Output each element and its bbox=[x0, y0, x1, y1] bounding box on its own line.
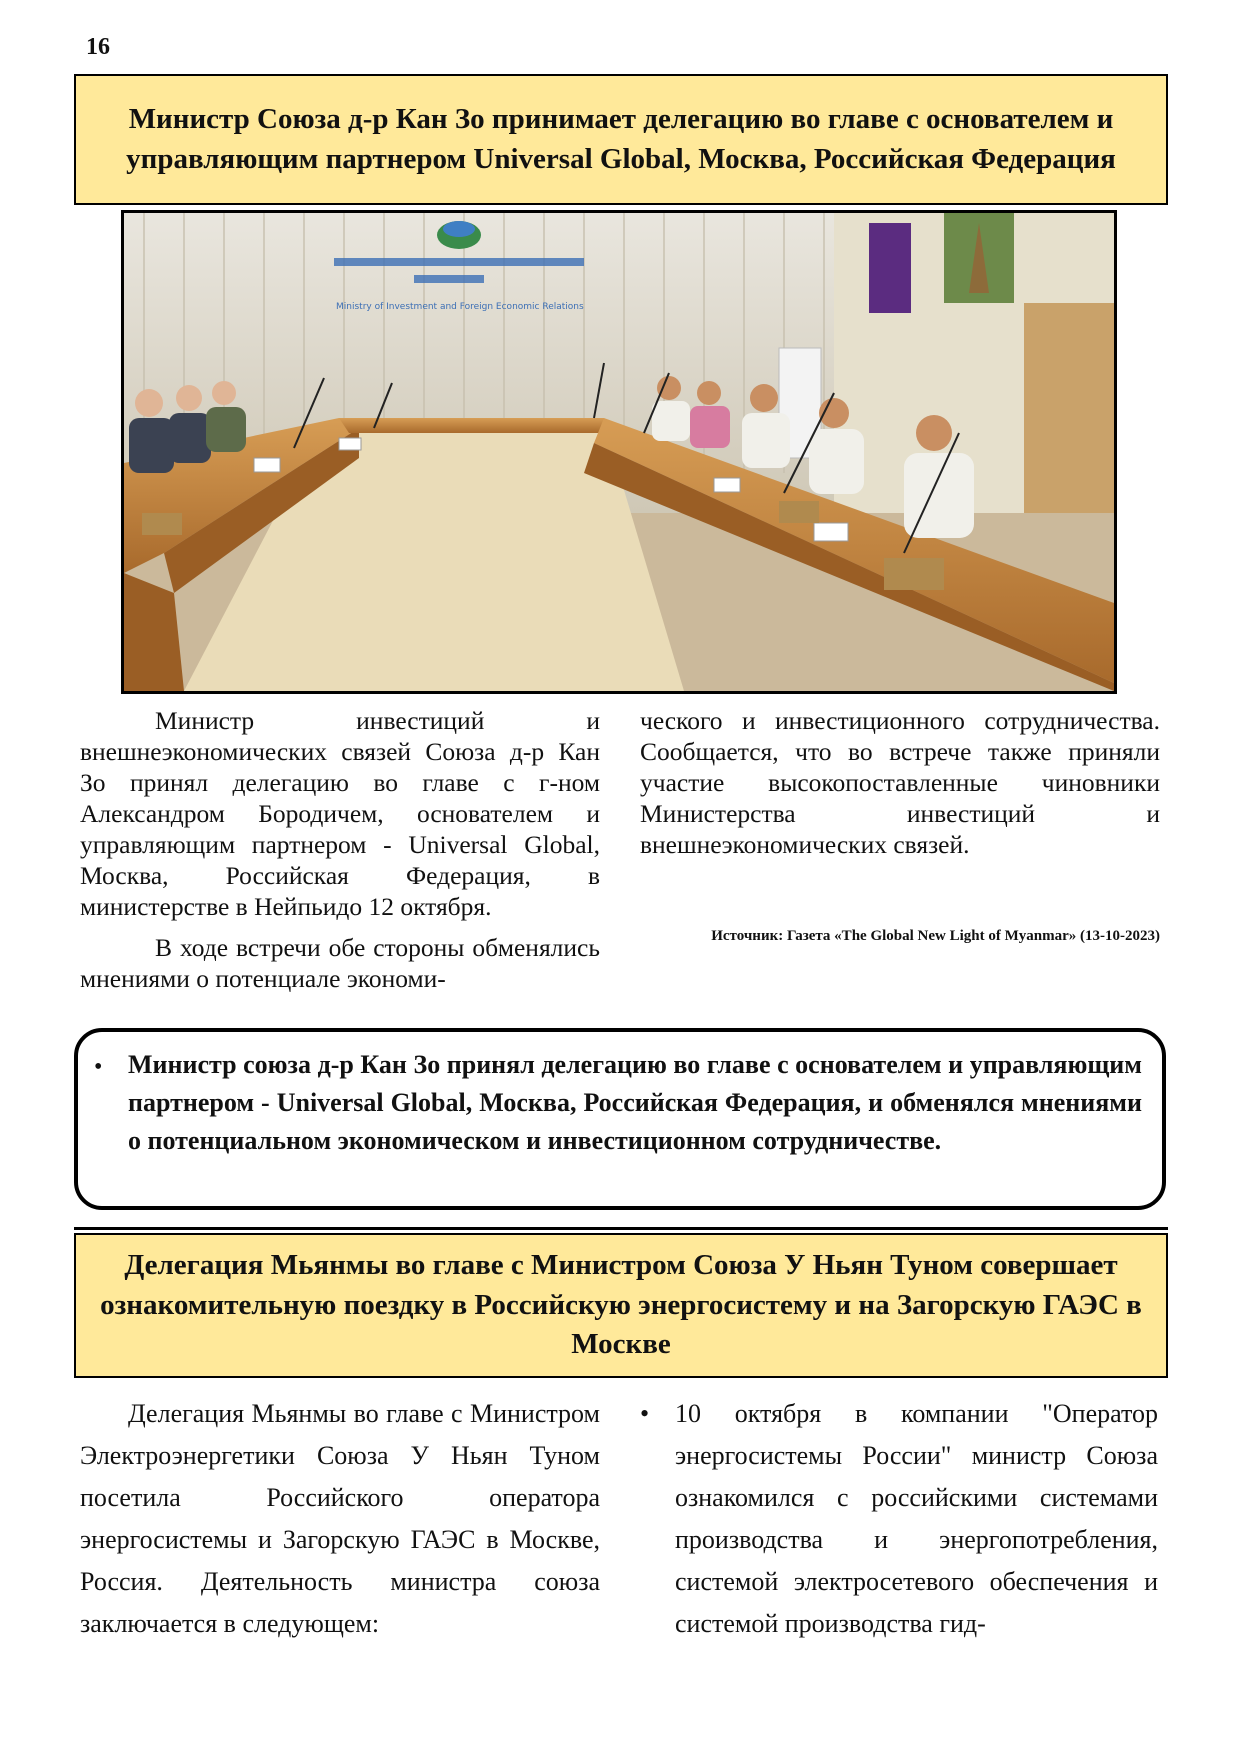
article1-paragraph-1: Министр инвестиций и внешнеэкономических связей Союза д-р Кан Зо принял делегацию во главе с г-ном Александром Бородичем, основателем и управляющим партнером - Universal Global, Москва, Российская Федерация, в министерстве в Нейпьидо 12 октября. bbox=[80, 706, 600, 921]
article2-column-left bbox=[80, 1393, 600, 1645]
article2-bullet-text: 10 октября в компании "Оператор энергосистемы России" министр Союза ознакомился с российскими системами производства и энергопотребления, системой электросетевого обеспечения и системой производства гид- bbox=[675, 1399, 1158, 1638]
article1-column-left bbox=[80, 705, 600, 994]
page-number: 16 bbox=[86, 34, 110, 60]
photo-signage: Ministry of Investment and Foreign Economic Relations bbox=[336, 302, 584, 312]
article1-source: Источник: Газета «The Global New Light of Myanmar» (13-10-2023) bbox=[711, 928, 1160, 944]
article2-bullet: • bbox=[640, 1399, 650, 1428]
article2-title-box bbox=[74, 1233, 1168, 1378]
article1-title-box bbox=[74, 74, 1168, 205]
article1-paragraph-3: ческого и инвестиционного сотрудничества. Сообщается, что во встрече также приняли участие высокопоставленные чиновники Министерства инвестиций и внешнеэкономических связей. bbox=[640, 706, 1160, 859]
summary-text: Министр союза д-р Кан Зо принял делегацию во главе с основателем и управляющим партнером - Universal Global, Москва, Российская Федерация, и обменялся мнениями о потенциальном экономическом и инвестиционном сотрудничестве. bbox=[128, 1050, 1142, 1155]
meeting-photo bbox=[121, 210, 1117, 694]
article2-paragraph-1: Делегация Мьянмы во главе с Министром Электроэнергетики Союза У Ньян Туном посетила Российского оператора энергосистемы и Загорскую ГАЭС в Москве, Россия. Деятельность министра союза заключается в следующем: bbox=[80, 1399, 600, 1638]
article1-column-right bbox=[640, 705, 1160, 860]
article2-column-right bbox=[640, 1393, 1158, 1645]
article1-title: Министр Союза д-р Кан Зо принимает делегацию во главе с основателем и управляющим партнером Universal Global, Москва, Российская Федерация bbox=[126, 103, 1116, 175]
summary-box bbox=[74, 1028, 1166, 1210]
meeting-photo-illustration bbox=[124, 213, 1114, 691]
article1-paragraph-2: В ходе встречи обе стороны обменялись мнениями о потенциале экономи- bbox=[80, 933, 600, 993]
summary-bullet: • bbox=[94, 1054, 103, 1080]
article2-title: Делегация Мьянмы во главе с Министром Союза У Ньян Туном совершает ознакомительную поездку в Российскую энергосистему и на Загорскую ГАЭС в Москве bbox=[100, 1249, 1142, 1361]
